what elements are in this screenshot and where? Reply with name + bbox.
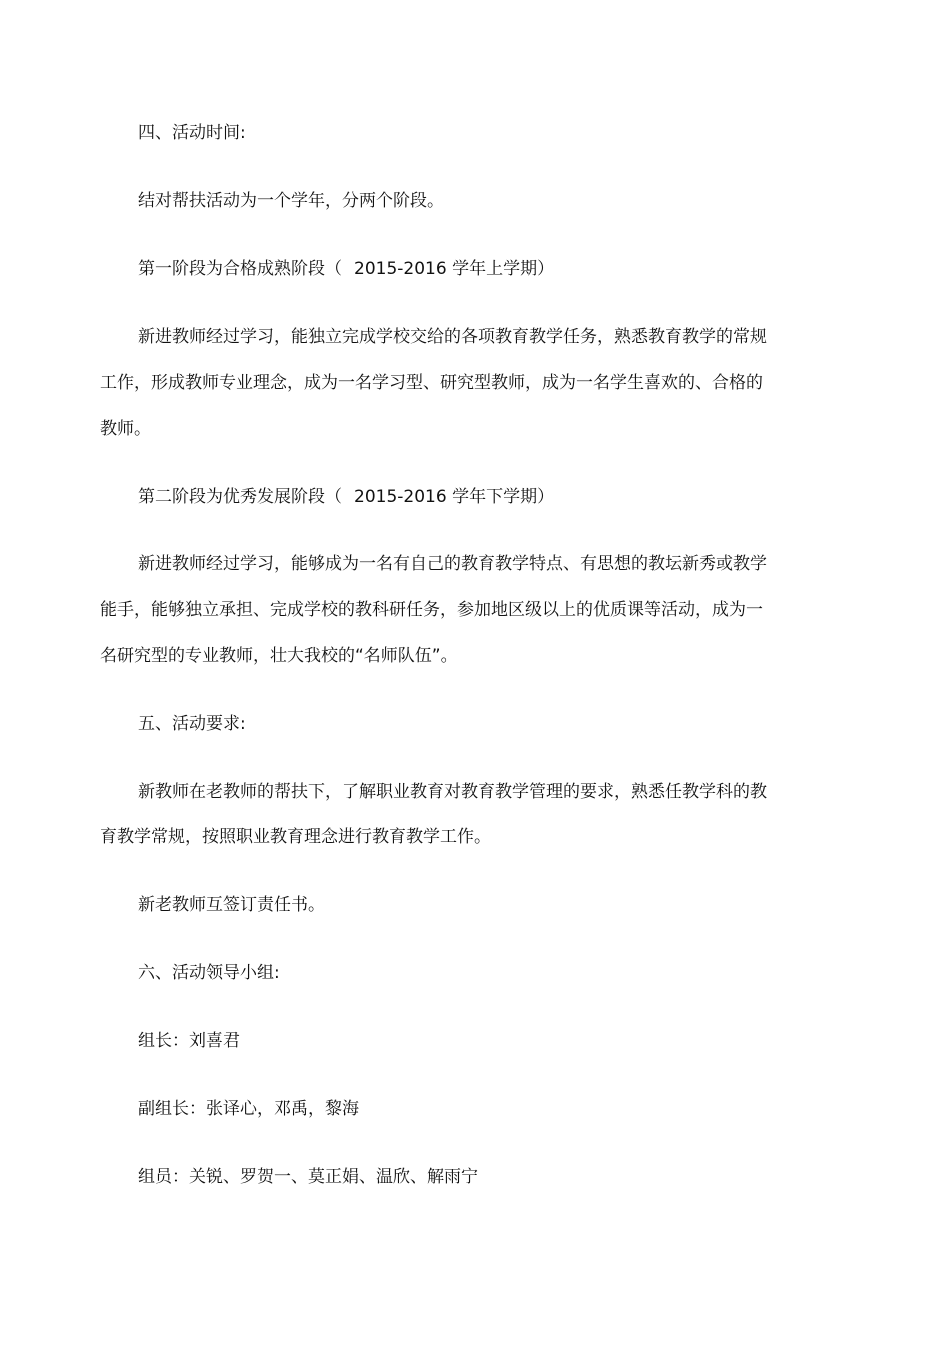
stage1-body-line3: 教师。	[100, 419, 151, 439]
stage2-title-suffix: 2015-2016 学年下学期）	[354, 487, 555, 507]
stage2-title-prefix: 第二阶段为优秀发展阶段（	[138, 487, 342, 507]
stage1-title	[138, 258, 800, 281]
stage2-body-line2: 能手，能够独立承担、完成学校的教科研任务，参加地区级以上的优质课等活动，成为一	[100, 600, 763, 620]
section5-heading: 五、活动要求:	[138, 714, 246, 734]
section6-heading: 六、活动领导小组:	[138, 963, 280, 983]
stage1-title-prefix: 第一阶段为合格成熟阶段（	[138, 259, 342, 279]
section5-para1-line1: 新教师在老教师的帮扶下，了解职业教育对教育教学管理的要求，熟悉任教学科的教	[138, 782, 767, 802]
stage1-title-suffix: 2015-2016 学年上学期）	[354, 259, 555, 279]
stage2-title	[138, 486, 800, 509]
stage1-body-line1: 新进教师经过学习，能独立完成学校交给的各项教育教学任务，熟悉教育教学的常规	[138, 327, 767, 347]
section4-intro: 结对帮扶活动为一个学年，分两个阶段。	[138, 191, 444, 211]
stage2-body-line1: 新进教师经过学习，能够成为一名有自己的教育教学特点、有思想的教坛新秀或教学	[138, 554, 767, 574]
stage2-body-line3: 名研究型的专业教师，壮大我校的“名师队伍”。	[100, 646, 458, 666]
vice-leaders-line: 副组长：张译心，邓禹，黎海	[138, 1099, 359, 1119]
section5-para1-line2: 育教学常规，按照职业教育理念进行教育教学工作。	[100, 827, 491, 847]
section4-heading: 四、活动时间:	[138, 123, 246, 143]
members-line: 组员：关锐、罗贺一、莫正娟、温欣、解雨宁	[138, 1167, 478, 1187]
stage1-body-line2: 工作，形成教师专业理念，成为一名学习型、研究型教师，成为一名学生喜欢的、合格的	[100, 373, 763, 393]
section5-para2: 新老教师互签订责任书。	[138, 895, 325, 915]
leader-line: 组长：刘喜君	[138, 1031, 240, 1051]
